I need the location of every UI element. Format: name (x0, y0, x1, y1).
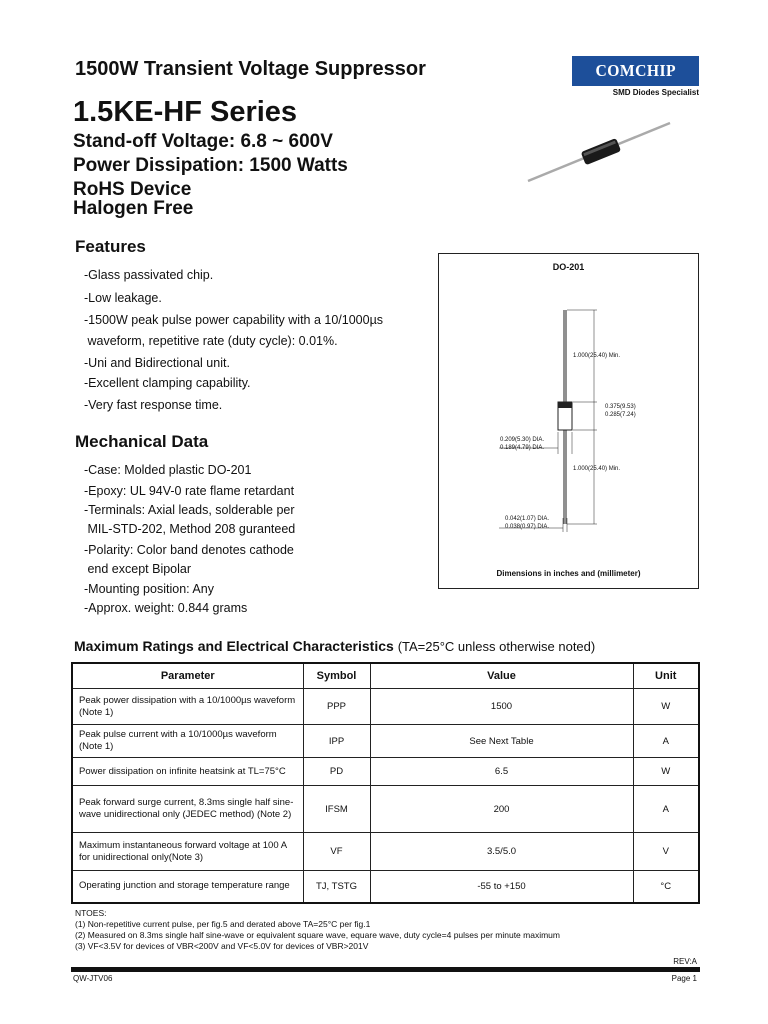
ratings-title (74, 638, 595, 654)
feature-item: -Glass passivated chip. (84, 268, 214, 282)
header-value: Value (370, 663, 633, 689)
table-row (72, 871, 699, 903)
features-heading: Features (75, 237, 146, 256)
mechanical-item: end except Bipolar (84, 562, 192, 576)
mechanical-item: -Approx. weight: 0.844 grams (84, 601, 248, 615)
cell-unit: A (633, 725, 699, 758)
dim-body-length-min: 0.285(7.24) (605, 412, 636, 418)
logo-tagline: SMD Diodes Specialist (612, 88, 699, 97)
cell-unit: W (633, 689, 699, 725)
footer-rule (71, 967, 700, 972)
cell-value: 3.5/5.0 (370, 833, 633, 871)
cell-symbol: IFSM (303, 786, 370, 833)
cell-parameter: Peak power dissipation with a 10/1000µs waveform (Note 1) (72, 689, 303, 725)
power-dissipation: Power Dissipation: 1500 Watts (73, 155, 348, 176)
cell-symbol: PPP (303, 689, 370, 725)
cell-unit: W (633, 758, 699, 786)
dim-body-dia-max: 0.209(5.30) DIA. (500, 437, 545, 443)
cell-value: 6.5 (370, 758, 633, 786)
rohs-label: RoHS Device (73, 179, 192, 200)
comchip-logo (572, 56, 699, 86)
halogen-free-label: Halogen Free (73, 198, 194, 219)
notes-heading: NTOES: (75, 908, 107, 918)
mechanical-item: -Terminals: Axial leads, solderable per (84, 503, 295, 517)
dim-body-length-max: 0.375(9.53) (605, 404, 636, 410)
table-header-row (72, 663, 699, 689)
document-title: 1500W Transient Voltage Suppressor (75, 58, 426, 80)
mechanical-item: -Mounting position: Any (84, 582, 214, 596)
cell-parameter: Peak pulse current with a 10/1000µs waveform (Note 1) (72, 725, 303, 758)
dim-lead-bottom: 1.000(25.40) Min. (573, 466, 621, 472)
feature-item: -Uni and Bidirectional unit. (84, 356, 230, 370)
package-name: DO-201 (552, 262, 585, 272)
document-code: QW-JTV06 (73, 974, 113, 983)
series-title: 1.5KE-HF Series (73, 96, 298, 128)
feature-item: -Very fast response time. (84, 398, 223, 412)
dimensions-note: Dimensions in inches and (millimeter) (496, 569, 641, 578)
cell-symbol: PD (303, 758, 370, 786)
feature-item: waveform, repetitive rate (duty cycle): 0.01%. (84, 334, 338, 348)
cell-parameter: Maximum instantaneous forward voltage at 100 A for unidirectional only(Note 3) (72, 833, 303, 871)
feature-item: -Excellent clamping capability. (84, 376, 251, 390)
header-unit: Unit (633, 663, 699, 689)
cell-value: See Next Table (370, 725, 633, 758)
dim-lead-dia-min: 0.038(0.97) DIA. (505, 524, 550, 530)
feature-item: -1500W peak pulse power capability with a 10/1000µs (84, 313, 384, 327)
page-number: Page 1 (671, 974, 697, 983)
mechanical-item: -Case: Molded plastic DO-201 (84, 463, 252, 477)
ratings-condition: (TA=25°C unless otherwise noted) (397, 639, 596, 654)
cell-symbol: VF (303, 833, 370, 871)
standoff-voltage: Stand-off Voltage: 6.8 ~ 600V (73, 131, 333, 152)
package-drawing (439, 254, 698, 588)
cell-parameter: Power dissipation on infinite heatsink at TL=75°C (72, 758, 303, 786)
mechanical-item: -Polarity: Color band denotes cathode (84, 543, 294, 557)
table-row (72, 689, 699, 725)
mechanical-heading: Mechanical Data (75, 432, 209, 451)
table-row (72, 758, 699, 786)
dim-lead-top: 1.000(25.40) Min. (573, 353, 621, 359)
dim-lead-dia-max: 0.042(1.07) DIA. (505, 516, 550, 522)
cell-unit: A (633, 786, 699, 833)
cell-parameter: Operating junction and storage temperature range (72, 871, 303, 903)
diode-image (520, 115, 700, 190)
cell-symbol: IPP (303, 725, 370, 758)
logo-text: COMCHIP (595, 61, 676, 80)
table-row (72, 786, 699, 833)
notes-block (75, 908, 560, 952)
cell-unit: °C (633, 871, 699, 903)
note-item: (3) VF<3.5V for devices of VBR<200V and VF<5.0V for devices of VBR>201V (75, 941, 369, 951)
mechanical-item: MIL-STD-202, Method 208 guranteed (84, 522, 296, 536)
revision-label: REV:A (673, 957, 697, 966)
package-outline-box (438, 253, 699, 589)
ratings-table (71, 662, 700, 904)
header-symbol: Symbol (303, 663, 370, 689)
cell-value: 200 (370, 786, 633, 833)
cell-value: -55 to +150 (370, 871, 633, 903)
cell-unit: V (633, 833, 699, 871)
table-row (72, 725, 699, 758)
table-row (72, 833, 699, 871)
dim-body-dia-min: 0.189(4.79) DIA. (500, 445, 545, 451)
ratings-title-text: Maximum Ratings and Electrical Characteristics (74, 638, 394, 654)
note-item: (1) Non-repetitive current pulse, per fig.5 and derated above TA=25°C per fig.1 (75, 919, 371, 929)
mechanical-item: -Epoxy: UL 94V-0 rate flame retardant (84, 484, 295, 498)
feature-item: -Low leakage. (84, 291, 162, 305)
cell-symbol: TJ, TSTG (303, 871, 370, 903)
note-item: (2) Measured on 8.3ms single half sine-wave or equivalent square wave, equare wave, duty cycle=4 pulses per minute maximum (75, 930, 560, 940)
cell-value: 1500 (370, 689, 633, 725)
header-parameter: Parameter (72, 663, 303, 689)
cell-parameter: Peak forward surge current, 8.3ms single half sine-wave unidirectional only (JEDEC method) (Note 2) (72, 786, 303, 833)
